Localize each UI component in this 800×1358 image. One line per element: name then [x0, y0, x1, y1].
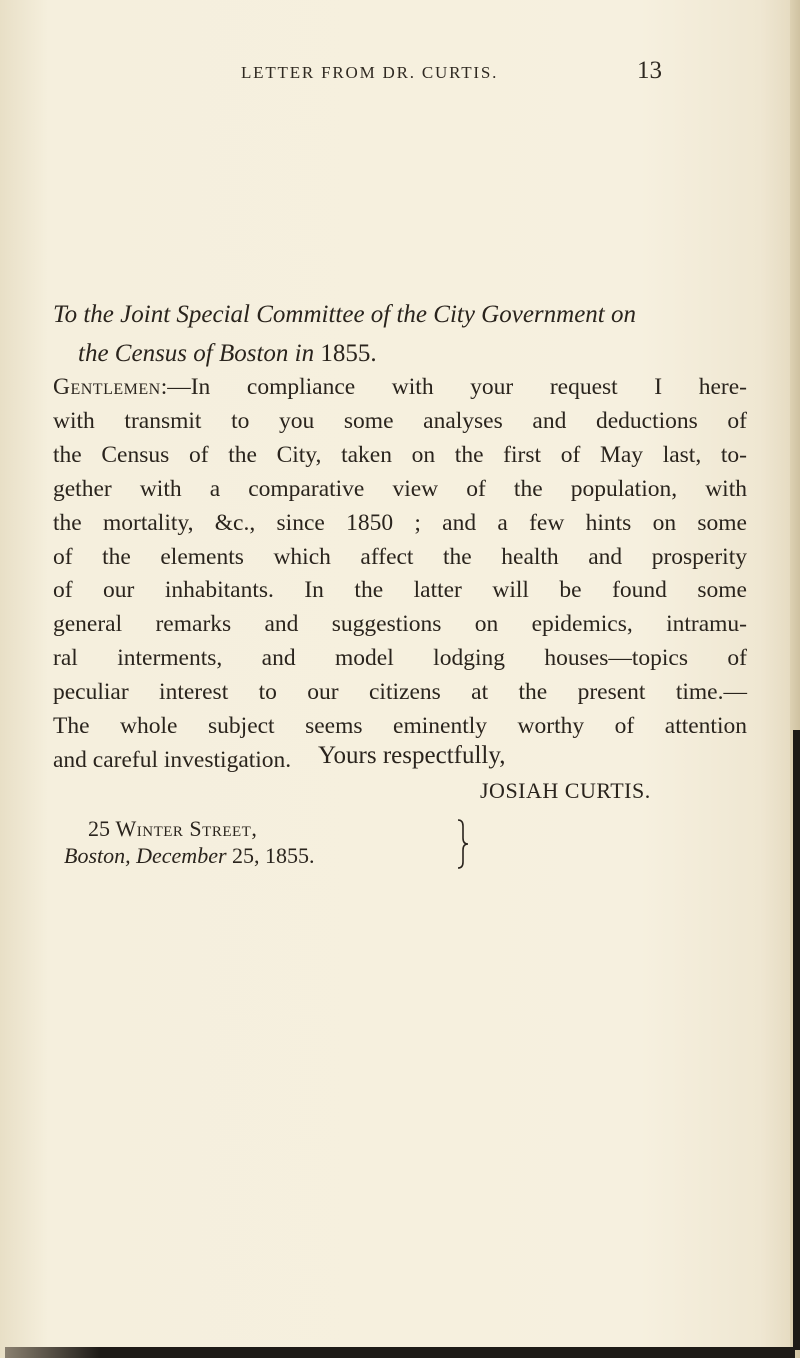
street-name: Winter Street, [115, 816, 258, 841]
signature: JOSIAH CURTIS. [480, 778, 651, 803]
binding-shadow [793, 730, 800, 1350]
body-line: ral interments, and model lodging houses—topics of [53, 645, 747, 672]
body-line: the mortality, &c., since 1850 ; and a few hints on some [53, 509, 747, 536]
body-line: the Census of the City, taken on the first of May last, to- [53, 441, 747, 468]
street-number: 25 [88, 816, 116, 841]
body-line: peculiar interest to our citizens at the present time.— [53, 679, 747, 706]
letter-body [53, 371, 747, 778]
letter-address [53, 295, 753, 373]
address-year: 1855. [320, 340, 377, 367]
address-line-2 [53, 334, 753, 373]
body-line: gether with a comparative view of the population, with [53, 475, 747, 502]
body-line: of our inhabitants. In the latter will be found some [53, 577, 747, 604]
sender-street [88, 816, 257, 842]
closing: Yours respectfully, [318, 742, 506, 769]
body-line: Gentlemen:—In compliance with your request I here- [53, 374, 747, 400]
right-brace-icon [456, 818, 470, 870]
date-month: December [136, 843, 227, 868]
body-line: with transmit to you some analyses and deductions of [53, 407, 747, 434]
salutation: Gentlemen [53, 374, 161, 400]
date-rest: 25, 1855. [226, 843, 315, 868]
body-line: of the elements which affect the health and prosperity [53, 543, 747, 570]
address-line-1: To the Joint Special Committee of the City Government on [53, 301, 637, 328]
address-line-2-text: the Census of Boston in [78, 340, 321, 367]
page-number: 13 [637, 57, 662, 84]
sender-date [64, 843, 315, 869]
running-header: LETTER FROM DR. CURTIS. [241, 63, 499, 82]
body-line: The whole subject seems eminently worthy of attention [53, 713, 747, 740]
bottom-binding-shadow [5, 1347, 795, 1358]
body-line: and careful investigation. [53, 746, 292, 773]
city: Boston, [64, 843, 131, 868]
body-line: general remarks and suggestions on epidemics, intramu- [53, 611, 747, 638]
